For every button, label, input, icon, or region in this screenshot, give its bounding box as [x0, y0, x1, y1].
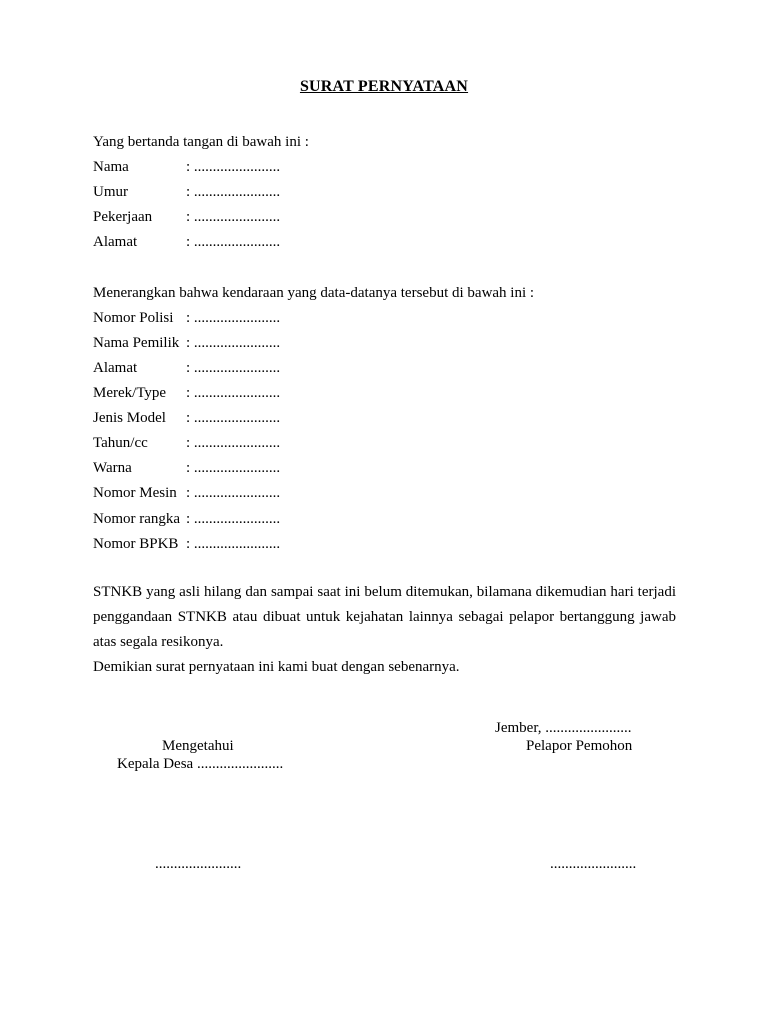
- field-label: Umur: [93, 184, 128, 200]
- field-label: Alamat: [93, 234, 138, 250]
- statement-paragraph: [93, 580, 676, 680]
- field-alamat: [93, 233, 281, 251]
- field-value: : .......................: [186, 511, 281, 527]
- field-value: : .......................: [186, 410, 281, 426]
- field-value: : .......................: [186, 159, 281, 175]
- statement-text: STNKB yang asli hilang dan sampai saat ini belum ditemukan, bilamana dikemudian hari terjadi penggandaan STNKB atau dibuat untuk kejahatan lainnya sebagai pelapor bertanggung jawab atas segala resikonya.: [93, 584, 676, 650]
- field-label: Merek/Type: [93, 385, 167, 401]
- field-label: Warna: [93, 460, 132, 476]
- place-date: Jember, .......................: [495, 720, 632, 736]
- field-pekerjaan: [93, 208, 281, 226]
- field-value: : .......................: [186, 536, 281, 552]
- field-label: Tahun/cc: [93, 435, 148, 451]
- left-sign-role: Kepala Desa .......................: [117, 756, 284, 772]
- left-sign-name: .......................: [155, 856, 242, 872]
- field-value: : .......................: [186, 184, 281, 200]
- field-tahun-cc: [93, 434, 281, 452]
- field-label: Pekerjaan: [93, 209, 153, 225]
- field-nama-pemilik: [93, 334, 281, 352]
- field-value: : .......................: [186, 385, 281, 401]
- vehicle-intro-text: Menerangkan bahwa kendaraan yang data-datanya tersebut di bawah ini :: [93, 285, 535, 301]
- field-value: : .......................: [186, 460, 281, 476]
- field-label: Nomor Polisi: [93, 310, 174, 326]
- field-value: : .......................: [186, 209, 281, 225]
- field-jenis-model: [93, 409, 281, 427]
- field-warna: [93, 459, 281, 477]
- field-label: Nomor Mesin: [93, 485, 177, 501]
- field-nomor-mesin: [93, 484, 281, 502]
- field-merek-type: [93, 384, 281, 402]
- right-sign-title: Pelapor Pemohon: [526, 738, 633, 754]
- field-label: Jenis Model: [93, 410, 166, 426]
- field-value: : .......................: [186, 485, 281, 501]
- field-value: : .......................: [186, 335, 281, 351]
- field-nama: [93, 158, 281, 176]
- field-alamat-kendaraan: [93, 359, 281, 377]
- right-sign-name: .......................: [550, 856, 637, 872]
- field-value: : .......................: [186, 234, 281, 250]
- field-value: : .......................: [186, 435, 281, 451]
- field-nomor-polisi: [93, 309, 281, 327]
- field-nomor-bpkb: [93, 535, 281, 553]
- field-umur: [93, 183, 281, 201]
- field-value: : .......................: [186, 360, 281, 376]
- field-label: Nomor BPKB: [93, 536, 179, 552]
- field-value: : .......................: [186, 310, 281, 326]
- field-label: Nomor rangka: [93, 511, 181, 527]
- field-label: Alamat: [93, 360, 138, 376]
- closing-text: Demikian surat pernyataan ini kami buat dengan sebenarnya.: [93, 659, 460, 675]
- field-label: Nama: [93, 159, 129, 175]
- left-sign-title: Mengetahui: [162, 738, 234, 754]
- intro-text: Yang bertanda tangan di bawah ini :: [93, 134, 309, 150]
- field-nomor-rangka: [93, 510, 281, 528]
- document-title: SURAT PERNYATAAN: [299, 78, 469, 95]
- field-label: Nama Pemilik: [93, 335, 180, 351]
